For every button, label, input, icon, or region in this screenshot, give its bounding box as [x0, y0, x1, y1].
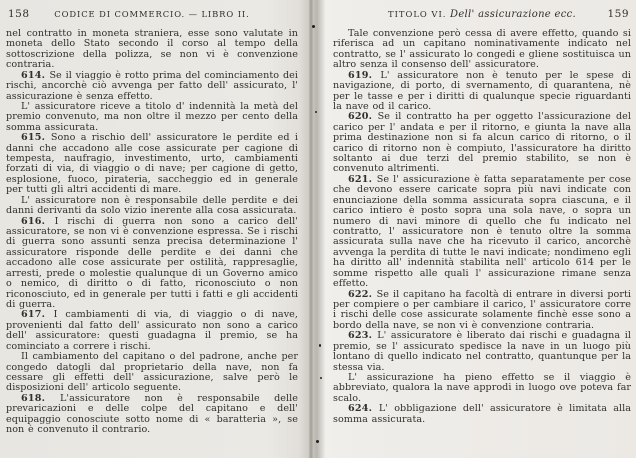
page-right: [320, 0, 636, 458]
paragraph: 624. L' obbligazione dell' assicuratore è limitata alla somma assicurata.: [333, 403, 632, 425]
paragraph: 618. L'assicuratore non è responsabile delle prevaricazioni e delle colpe del capitano e dell' equipaggio conosciute sotto nome di « baratteria », se non è convenuto il contrario.: [6, 392, 298, 436]
paragraph: Il cambiamento del capitano o del padrone, anche per congedo datogli dal proprietario della nave, non fa cessare gli effetti dell' assicurazione, salve però le disposizioni dell' articolo seguente.: [6, 351, 298, 394]
article-number: 620.: [348, 111, 378, 123]
paragraph: 617. I cambiamenti di via, di viaggio o di nave, provenienti dal fatto dell' assicurato non sono a carico dell' assicuratore: questi guadagna il premio, se ha cominciato a correre i rischi.: [6, 309, 298, 352]
article-number: 617.: [21, 309, 54, 321]
paragraph: 615. Sono a rischio dell' assicuratore le perdite ed i danni che accadono alle cose assicurate per cagione di tempesta, naufragio, investimento, urto, cambiamenti forzati di via, di viaggio o di nave; per cagione di getto, esplosione, fuoco, pirateria, saccheggio ed in generale per tutti gli altri accidenti di mare.: [6, 132, 299, 196]
article-number: 616.: [21, 215, 55, 227]
paragraph: 621. Se l' assicurazione è fatta separatamente per cose che devono essere caricate sopra più navi indicate con enunciazione della somma assicurata sopra ciascuna, e il carico intiero è posto sopra una sola nave, o sopra un numero di navi minore di quello che fu indicato nel contratto, l' assicuratore non è tenuto oltre la somma assicurata sulla nave che ha ricevuto il carico, ancorchè avvenga la perdita di tutte le navi indicate; nondimeno egli ha diritto all' indennità stabilita nell' articolo 614 per le somme rispetto alle quali l' assicurazione rimane senza effetto.: [333, 173, 631, 290]
book-gutter-shadow: [309, 0, 313, 458]
paragraph: L' assicuratore riceve a titolo d' indennità la metà del premio convenuto, ma non oltre il mezzo per cento della somma assicurata.: [6, 100, 298, 133]
article-number: 624.: [348, 403, 379, 415]
page-body-right: [333, 29, 631, 425]
paragraph: 622. Se il capitano ha facoltà di entrare in diversi porti per compiere o per cambiare il carico, l' assicuratore corre i rischi delle cose assicurate solamente finchè esse sono a bordo della nave, se non vi è convenzione contraria.: [333, 288, 631, 331]
paragraph: 619. L' assicuratore non è tenuto per le spese di navigazione, di porto, di svernamento, di quarantena, nè per le tasse e per i diritti di qualunque specie riguardanti la nave od il carico.: [333, 69, 631, 112]
paragraph: nel contratto in moneta straniera, esse sono valutate in moneta dello Stato secondo il corso al tempo della sottoscrizione della polizza, se non vi è convenzione contraria.: [6, 28, 298, 71]
paragraph: L' assicurazione ha pieno effetto se il viaggio è abbreviato, qualora la nave approdi in luogo ove poteva far scalo.: [333, 371, 631, 404]
article-number: 615.: [21, 132, 51, 144]
article-number: 622.: [348, 288, 377, 300]
running-header-left: [6, 7, 298, 22]
page-number-right: 159: [607, 8, 629, 20]
scan-speck: [312, 25, 315, 28]
article-number: 618.: [21, 392, 60, 404]
scan-speck: [320, 377, 322, 379]
running-title-right-prefix: TITOLO VI.: [387, 9, 447, 19]
paragraph: L' assicuratore non è responsabile delle perdite e dei danni derivanti da solo vizio inerente alla cosa assicurata.: [6, 194, 298, 217]
scan-speck: [319, 344, 321, 347]
paragraph: 614. Se il viaggio è rotto prima del cominciamento dei rischi, ancorchè ciò avvenga per fatto dell' assicurato, l' assicurazione è senza effetto.: [6, 69, 298, 102]
paragraph: 616. I rischi di guerra non sono a carico dell' assicuratore, se non vi è convenzione espressa. Se i rischi di guerra sono assunti senza precisa determinazione l' assicuratore risponde delle perdite e dei danni che accadono alle cose assicurate per ostilità, rappresaglie, arresti, prede o molestie qualunque di un Governo amico o nemico, di diritto o di fatto, riconosciuto o non riconosciuto, ed in generale per tutti i fatti e gli accidenti di guerra.: [6, 215, 298, 310]
page-body-left: [6, 29, 298, 435]
article-number: 623.: [348, 330, 378, 342]
running-title-left: CODICE DI COMMERCIO. — LIBRO II.: [54, 9, 250, 19]
article-number: 619.: [348, 69, 381, 81]
running-header-right: [333, 7, 631, 22]
article-number: 614.: [21, 69, 50, 81]
scan-speck: [316, 440, 319, 443]
running-title-right: [333, 7, 631, 20]
paragraph: Tale convenzione però cessa di avere effetto, quando si riferisca ad un capitano nominativamente indicato nel contratto, se l' assicurato lo congedi e gliene sostituisca un altro senza il consenso dell' assicuratore.: [333, 28, 631, 71]
page-number-left: 158: [8, 8, 30, 20]
article-number: 621.: [348, 173, 377, 185]
running-title-right-italic: Dell' assicurazione ecc.: [450, 9, 577, 20]
scan-speck: [315, 111, 317, 113]
paragraph: 623. L' assicuratore è liberato dai rischi e guadagna il premio, se l' assicurato spedisce la nave in un luogo più lontano di quello indicato nel contratto, quantunque per la stessa via.: [333, 330, 632, 373]
paragraph: 620. Se il contratto ha per oggetto l'assicurazione del carico per l' andata e per il ritorno, e giunta la nave alla prima destinazione non si fa alcun carico di ritorno, o il carico di ritorno non è compiuto, l'assicuratore ha diritto soltanto ai due terzi del premio stabilito, se non è convenuto altrimenti.: [333, 111, 631, 175]
page-left: [0, 0, 306, 458]
